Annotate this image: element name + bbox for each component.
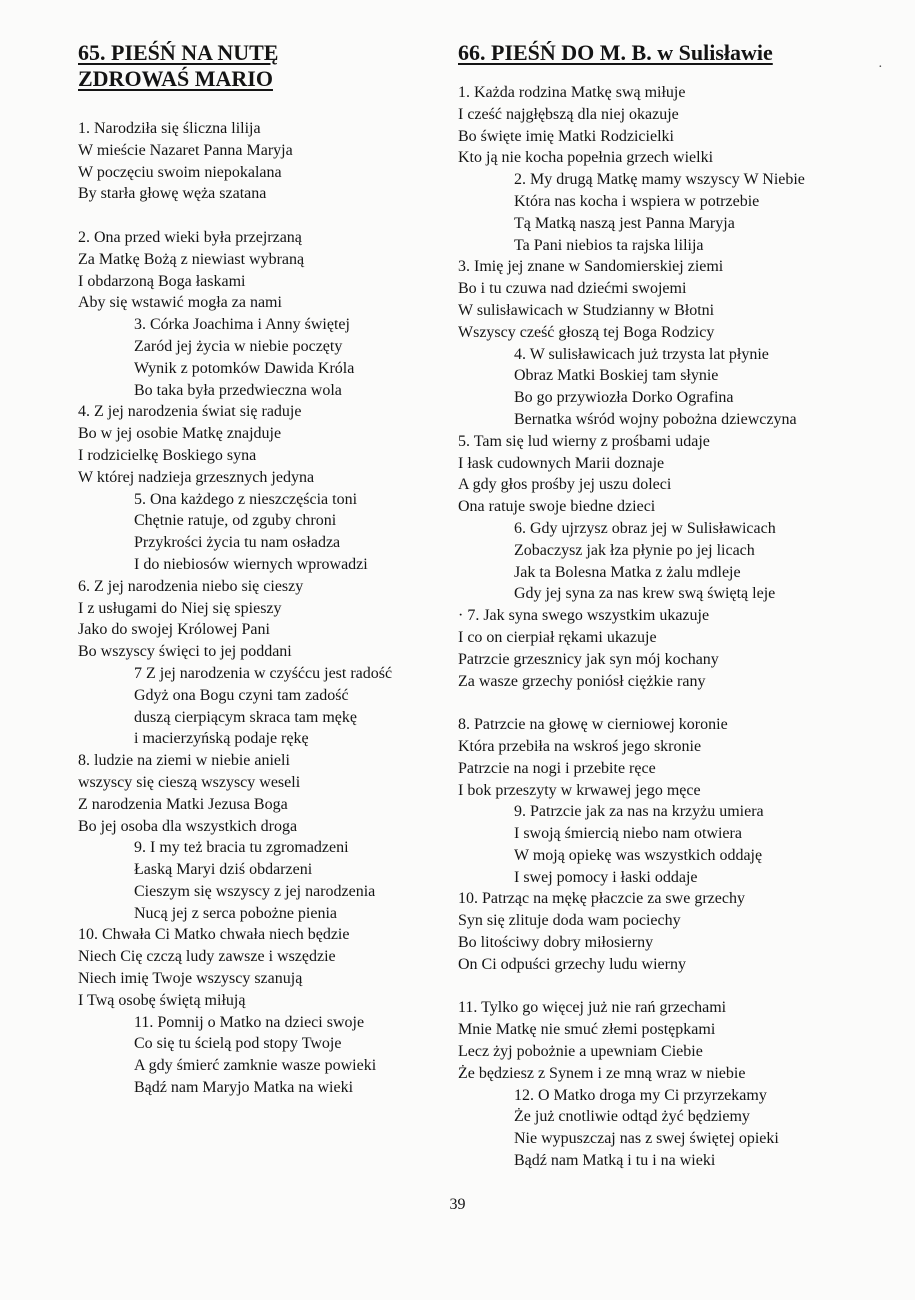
left-song-line: A gdy śmierć zamknie wasze powieki <box>134 1057 377 1075</box>
right-song-line: Bo i tu czuwa nad dziećmi swojemi <box>458 280 687 298</box>
left-song-line: Chętnie ratuje, od zguby chroni <box>134 512 337 530</box>
left-song-line: 9. I my też bracia tu zgromadzeni <box>134 839 349 857</box>
left-song-line: W poczęciu swoim niepokalana <box>78 163 282 181</box>
left-song-line: wszyscy się cieszą wszyscy weseli <box>78 773 301 791</box>
left-song-line: 8. ludzie na ziemi w niebie anieli <box>78 752 290 770</box>
left-song-line: 3. Córka Joachima i Anny świętej <box>134 316 350 334</box>
corner-dot-mark: · <box>878 60 883 75</box>
left-song-line: Co się tu ścielą pod stopy Twoje <box>134 1035 342 1053</box>
left-song-line: 5. Ona każdego z nieszczęścia toni <box>134 490 358 508</box>
page-number: 39 <box>449 1196 466 1213</box>
left-song-line: i macierzyńską podaje rękę <box>134 730 309 748</box>
left-song-line: Jako do swojej Królowej Pani <box>78 621 270 639</box>
right-song-line: 12. O Matko droga my Ci przyrzekamy <box>514 1086 767 1104</box>
right-song-line: 3. Imię jej znane w Sandomierskiej ziemi <box>458 258 724 276</box>
right-song-line: Lecz żyj pobożnie a upewniam Ciebie <box>458 1043 703 1061</box>
left-song-line: Za Matkę Bożą z niewiast wybraną <box>78 250 305 268</box>
left-song-line: 7 Z jej narodzenia w czyśćcu jest radość <box>134 664 393 682</box>
right-song-line <box>458 976 878 998</box>
right-song-line: Bo święte imię Matki Rodzicielki <box>458 127 674 145</box>
right-song-line: Ta Pani niebios ta rajska lilija <box>514 236 704 254</box>
left-song-line: By starła głowę węża szatana <box>78 185 267 203</box>
right-song-line: 6. Gdy ujrzysz obraz jej w Sulisławicach <box>514 519 776 537</box>
left-song-line: Bo w jej osobie Matkę znajduje <box>78 425 282 443</box>
right-song <box>458 40 878 1172</box>
left-song-line: 4. Z jej narodzenia świat się raduje <box>78 403 302 421</box>
right-song-line: Która nas kocha i wspiera w potrzebie <box>514 192 760 210</box>
right-song-line: I łask cudownych Marii doznaje <box>458 454 665 472</box>
right-song-line: 4. W sulisławicach już trzysta lat płynie <box>514 345 769 363</box>
left-song-line: I z usługami do Niej się spieszy <box>78 599 282 617</box>
left-song-line: Cieszym się wszyscy z jej narodzenia <box>134 882 376 900</box>
left-song-line: I Twą osobę świętą miłują <box>78 991 246 1009</box>
right-song-line: Nie wypuszczaj nas z swej świętej opieki <box>514 1130 779 1148</box>
right-song-title: 66. PIEŚŃ DO M. B. w Sulisławie <box>458 40 773 65</box>
left-song-line: Zaród jej życia w niebie poczęty <box>134 337 343 355</box>
right-song-line: Wszyscy cześć głoszą tej Boga Rodzicy <box>458 323 715 341</box>
left-song-line: W mieście Nazaret Panna Maryja <box>78 141 293 159</box>
right-song-line: Tą Matką naszą jest Panna Maryja <box>514 214 735 232</box>
left-song-verses <box>78 118 458 1099</box>
right-song-line: Kto ją nie kocha popełnia grzech wielki <box>458 149 714 167</box>
right-song-line: 10. Patrząc na mękę płaczcie za swe grzechy <box>458 890 745 908</box>
right-song-line <box>458 692 878 714</box>
right-song-line: W sulisławicach w Studzianny w Błotni <box>458 301 715 319</box>
left-song-line: W której nadzieja grzesznych jedyna <box>78 468 315 486</box>
right-song-line: Że już cnotliwie odtąd żyć będziemy <box>514 1108 750 1126</box>
left-song-line: 2. Ona przed wieki była przejrzaną <box>78 228 302 246</box>
right-song-line: I cześć najgłębszą dla niej okazuje <box>458 105 679 123</box>
right-song-verses <box>458 82 878 1172</box>
left-song-line: 6. Z jej narodzenia niebo się cieszy <box>78 577 304 595</box>
right-song-line: Która przebiła na wskroś jego skronie <box>458 737 702 755</box>
left-song-line: 10. Chwała Ci Matko chwała niech będzie <box>78 926 350 944</box>
right-song-line: Obraz Matki Boskiej tam słynie <box>514 367 719 385</box>
left-song-title-line1: 65. PIEŚŃ NA NUTĘ <box>78 40 279 65</box>
right-song-line: Syn się zlituje doda wam pociechy <box>458 912 681 930</box>
right-song-line: 2. My drugą Matkę mamy wszyscy W Niebie <box>514 171 805 189</box>
right-song-line: Zobaczysz jak łza płynie po jej licach <box>514 541 755 559</box>
right-song-line: Ona ratuje swoje biedne dzieci <box>458 498 656 516</box>
right-song-line: 9. Patrzcie jak za nas na krzyżu umiera <box>514 803 764 821</box>
left-song-line: I rodzicielkę Boskiego syna <box>78 446 257 464</box>
left-song-line: Łaską Maryi dziś obdarzeni <box>134 861 313 879</box>
right-song-line: I swej pomocy i łaski oddaje <box>514 868 698 886</box>
left-song-title-line2: ZDROWAŚ MARIO <box>78 66 273 91</box>
right-song-line: Jak ta Bolesna Matka z żalu mdleje <box>514 563 741 581</box>
left-song-line: I obdarzoną Boga łaskami <box>78 272 246 290</box>
right-song-line: Bądź nam Matką i tu i na wieki <box>514 1152 716 1170</box>
right-song-line: Patrzcie na nogi i przebite ręce <box>458 759 656 777</box>
right-song-line: · 7. Jak syna swego wszystkim ukazuje <box>458 607 710 625</box>
left-song-line: Wynik z potomków Dawida Króla <box>134 359 355 377</box>
right-song-line: 8. Patrzcie na głowę w cierniowej koronie <box>458 716 728 734</box>
right-song-line: 1. Każda rodzina Matkę swą miłuje <box>458 84 686 101</box>
right-song-line: I swoją śmiercią niebo nam otwiera <box>514 825 742 843</box>
right-song-line: 5. Tam się lud wierny z prośbami udaje <box>458 432 710 450</box>
right-song-line: Patrzcie grzesznicy jak syn mój kochany <box>458 650 719 668</box>
right-song-line: 11. Tylko go więcej już nie rań grzechami <box>458 999 727 1017</box>
left-song-line: Gdyż ona Bogu czyni tam zadość <box>134 686 349 704</box>
left-song-line: 1. Narodziła się śliczna lilija <box>78 120 261 137</box>
left-song-line: Z narodzenia Matki Jezusa Boga <box>78 795 288 813</box>
left-song-line: Przykrości życia tu nam osładza <box>134 534 341 552</box>
left-song-line <box>78 205 458 227</box>
right-song-line: Bo go przywiozła Dorko Ografina <box>514 389 734 407</box>
left-song-line: Bądź nam Maryjo Matka na wieki <box>134 1079 354 1097</box>
left-song-line: duszą cierpiącym skraca tam mękę <box>134 708 357 726</box>
right-song-line: Że będziesz z Synem i ze mną wraz w niebie <box>458 1064 746 1082</box>
right-song-line: I co on cierpiał rękami ukazuje <box>458 628 657 646</box>
left-song-line: Bo wszyscy święci to jej poddani <box>78 643 292 661</box>
left-song-line: Nucą jej z serca pobożne pienia <box>134 904 338 922</box>
left-song-line: Bo taka była przedwieczna wola <box>134 381 342 399</box>
left-song <box>78 40 458 1099</box>
left-song-line: Niech imię Twoje wszyscy szanują <box>78 970 303 988</box>
left-song-line: Bo jej osoba dla wszystkich droga <box>78 817 298 835</box>
right-song-line: Za wasze grzechy poniósł ciężkie rany <box>458 672 706 690</box>
right-song-line: Gdy jej syna za nas krew swą świętą leje <box>514 585 776 603</box>
left-song-line: 11. Pomnij o Matko na dzieci swoje <box>134 1013 365 1031</box>
right-song-line: W moją opiekę was wszystkich oddaję <box>514 846 763 864</box>
left-song-line: Niech Cię czczą ludy zawsze i wszędzie <box>78 948 336 966</box>
left-song-line: Aby się wstawić mogła za nami <box>78 294 282 312</box>
right-song-line: Mnie Matkę nie smuć złemi postępkami <box>458 1021 716 1039</box>
right-song-line: Bernatka wśród wojny pobożna dziewczyna <box>514 410 797 428</box>
left-song-line: I do niebiosów wiernych wprowadzi <box>134 555 368 573</box>
right-song-line: I bok przeszyty w krwawej jego męce <box>458 781 701 799</box>
right-song-line: A gdy głos prośby jej uszu doleci <box>458 476 672 494</box>
right-song-line: On Ci odpuści grzechy ludu wierny <box>458 955 686 973</box>
right-song-line: Bo litościwy dobry miłosierny <box>458 934 654 952</box>
